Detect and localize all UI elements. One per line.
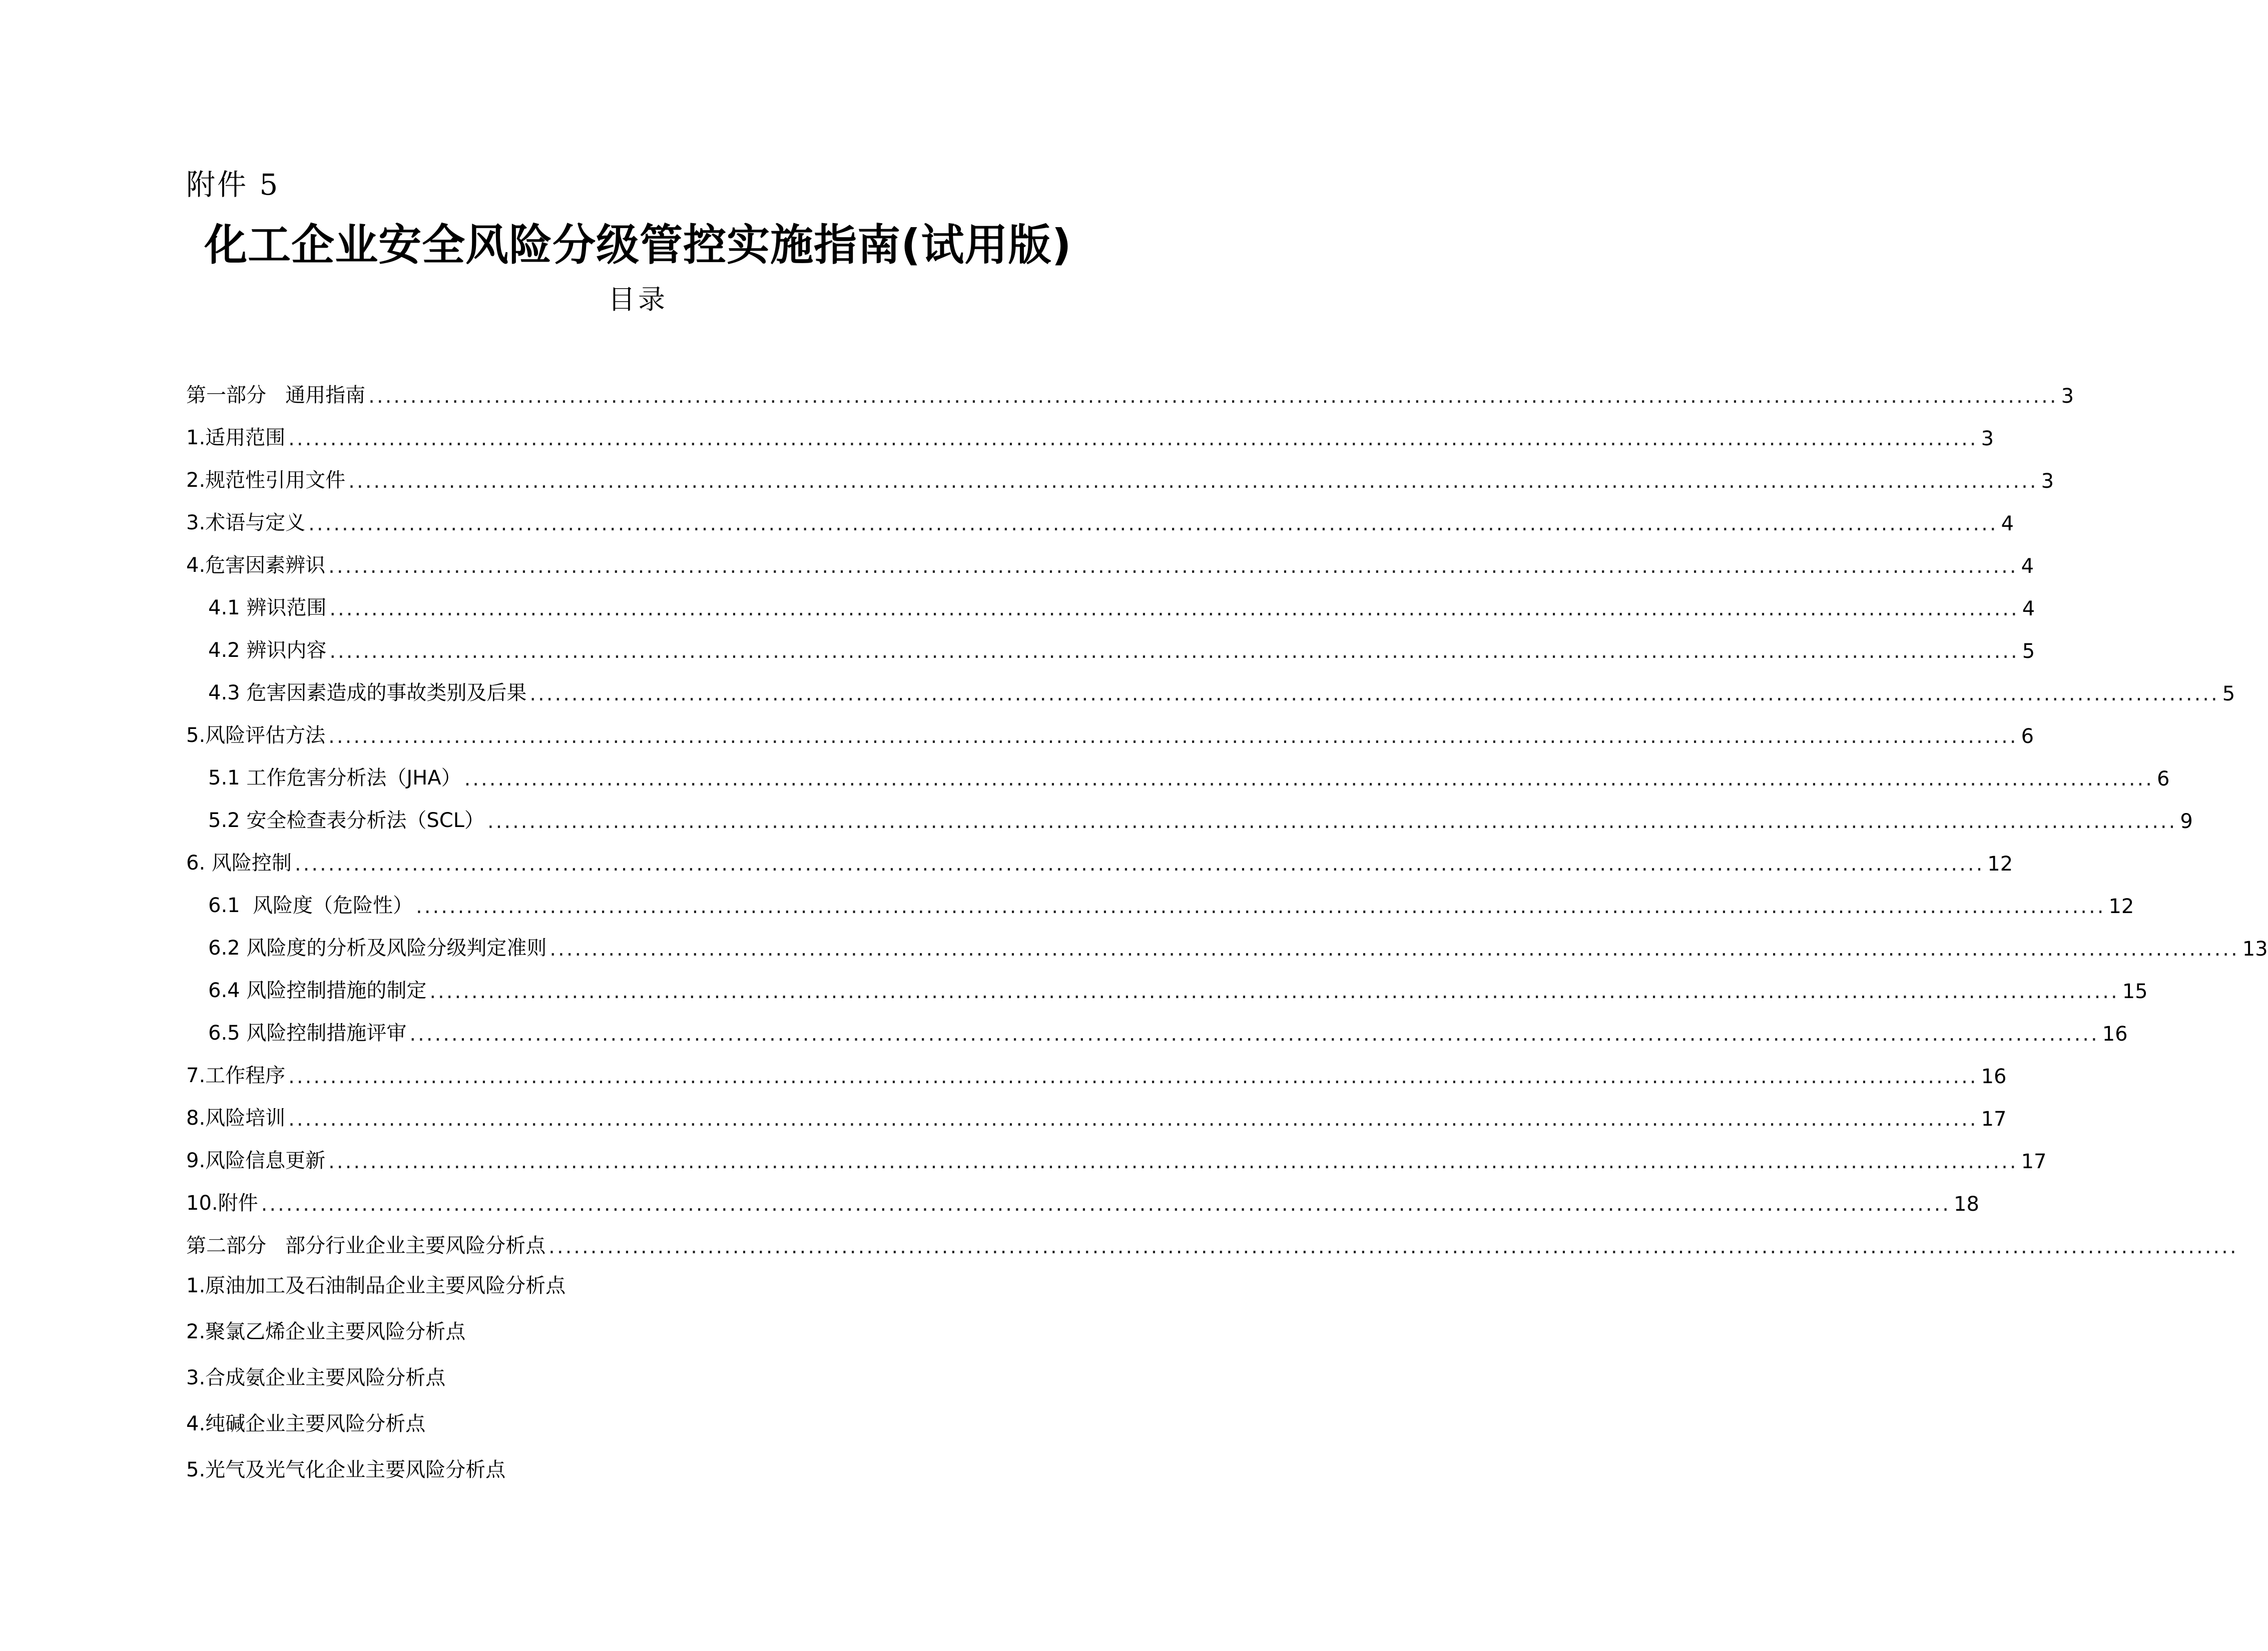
toc-leader-dots: .......................................................................................................................................................................................................... [548, 1235, 2238, 1258]
toc-entry-label: 第一部分 通用指南 [186, 384, 366, 407]
toc-entry-label: 第二部分 部分行业企业主要风险分析点 [186, 1234, 546, 1257]
toc-entry[interactable] [186, 1131, 2047, 1173]
toc-leader-dots: .......................................................................................................................................................................................................... [348, 470, 2038, 493]
toc-entry[interactable] [186, 535, 2034, 578]
toc-entry[interactable] [186, 1046, 2007, 1088]
toc-leader-dots: .......................................................................................................................................................................................................... [429, 980, 2119, 1003]
toc-subentry[interactable] [186, 918, 2268, 961]
attachment-label: 附件 5 [186, 168, 280, 202]
table-of-contents [186, 365, 2268, 1258]
toc-entry-label: 8.风险培训 [186, 1107, 286, 1130]
toc-entry-label: 6. 风险控制 [186, 852, 292, 875]
toc-entry[interactable] [186, 705, 2034, 748]
toc-leader-dots: .......................................................................................................................................................................................................... [288, 1065, 1978, 1088]
toc-leader-dots: .......................................................................................................................................................................................................... [308, 512, 1998, 535]
toc-entry-label: 7.工作程序 [186, 1064, 286, 1087]
toc-entry-label: 9.风险信息更新 [186, 1149, 326, 1172]
toc-leader-dots: .......................................................................................................................................................................................................... [261, 1193, 1951, 1216]
toc-entry[interactable] [186, 408, 1994, 450]
toc-entry-label: 2.规范性引用文件 [186, 469, 346, 492]
toc-entry-label: 3.术语与定义 [186, 511, 306, 534]
toc-leader-dots: .......................................................................................................................................................................................................... [328, 725, 2018, 748]
toc-page-number: 3 [1981, 427, 1994, 450]
toc-page-number: 3 [2061, 385, 2074, 408]
toc-leader-dots: .......................................................................................................................................................................................................... [288, 1108, 1978, 1131]
toc-entry-label: 5.2 安全检查表分析法（SCL） [208, 809, 484, 832]
toc-leader-dots: .......................................................................................................................................................................................................... [416, 895, 2106, 918]
toc-subentry[interactable] [186, 620, 2035, 663]
toc-page-number: 16 [1981, 1065, 2007, 1088]
toc-entry-label: 5.1 工作危害分析法（JHA） [208, 766, 461, 789]
toc-entry-label: 4.2 辨识内容 [208, 639, 327, 662]
toc-page-number: 6 [2021, 725, 2034, 748]
toc-entry-label: 4.3 危害因素造成的事故类别及后果 [208, 681, 527, 704]
toc-page-number: 12 [2108, 895, 2134, 918]
toc-subentry[interactable] [186, 578, 2035, 620]
toc-subentry[interactable] [186, 961, 2148, 1003]
toc-entry-label: 6.5 风险控制措施评审 [208, 1022, 407, 1045]
toc-subentry[interactable] [186, 748, 2170, 790]
document-title: 化工企业安全风险分级管控实施指南(试用版) [204, 220, 1072, 270]
toc-entry[interactable] [186, 833, 2013, 876]
toc-entry[interactable] [186, 1088, 2007, 1131]
toc-entry[interactable] [186, 1173, 1979, 1216]
toc-entry-label: 1.适用范围 [186, 426, 286, 449]
toc-page-number: 4 [2022, 597, 2035, 620]
toc-page-number: 5 [2022, 640, 2035, 663]
toc-entry[interactable] [186, 493, 2014, 535]
toc-subentry[interactable] [186, 1003, 2128, 1046]
part-two-item: 1.原油加工及石油制品企业主要风险分析点 [186, 1274, 566, 1297]
toc-page-number: 5 [2222, 682, 2235, 705]
toc-page-number: 17 [1981, 1108, 2007, 1131]
toc-entry-label: 6.1 风险度（危险性） [208, 894, 413, 917]
toc-entry[interactable] [186, 365, 2074, 408]
toc-page-number: 6 [2156, 767, 2170, 790]
toc-leader-dots: .......................................................................................................................................................................................................... [409, 1023, 2099, 1046]
toc-page-number: 12 [1987, 853, 2013, 876]
toc-entry-label: 4.危害因素辨识 [186, 554, 326, 577]
toc-page-number: 9 [2180, 810, 2193, 833]
toc-page-number: 13 [2242, 938, 2268, 961]
toc-leader-dots: .......................................................................................................................................................................................................... [329, 640, 2019, 663]
toc-subentry[interactable] [186, 663, 2235, 705]
part-two-item: 3.合成氨企业主要风险分析点 [186, 1366, 446, 1389]
toc-subentry[interactable] [186, 876, 2134, 918]
toc-page-number: 18 [1954, 1193, 1979, 1216]
toc-part-two-entry[interactable] [186, 1216, 2238, 1258]
toc-entry-label: 10.附件 [186, 1192, 258, 1215]
part-two-item: 5.光气及光气化企业主要风险分析点 [186, 1458, 506, 1481]
toc-leader-dots: .......................................................................................................................................................................................................... [328, 555, 2018, 578]
toc-page-number: 3 [2041, 470, 2054, 493]
toc-entry-label: 6.4 风险控制措施的制定 [208, 979, 427, 1002]
toc-entry-label: 6.2 风险度的分析及风险分级判定准则 [208, 937, 547, 960]
toc-entry-label: 4.1 辨识范围 [208, 596, 327, 619]
toc-leader-dots: .......................................................................................................................................................................................................... [329, 597, 2019, 620]
toc-leader-dots: .......................................................................................................................................................................................................... [328, 1150, 2018, 1173]
toc-leader-dots: .......................................................................................................................................................................................................... [368, 385, 2058, 408]
part-two-item: 4.纯碱企业主要风险分析点 [186, 1412, 426, 1435]
toc-entry-label: 5.风险评估方法 [186, 724, 326, 747]
toc-entry[interactable] [186, 450, 2054, 493]
toc-page-number: 4 [2021, 555, 2034, 578]
toc-page-number: 17 [2021, 1150, 2047, 1173]
toc-leader-dots: .......................................................................................................................................................................................................... [294, 853, 1985, 876]
toc-page-number: 4 [2001, 512, 2014, 535]
toc-subentry[interactable] [186, 790, 2193, 833]
toc-page-number: 15 [2122, 980, 2148, 1003]
toc-leader-dots: .......................................................................................................................................................................................................... [464, 767, 2154, 790]
toc-leader-dots: .......................................................................................................................................................................................................... [487, 810, 2177, 833]
part-two-item: 2.聚氯乙烯企业主要风险分析点 [186, 1320, 466, 1343]
toc-leader-dots: .......................................................................................................................................................................................................... [288, 427, 1978, 450]
toc-heading: 目录 [608, 284, 668, 315]
toc-page-number: 16 [2102, 1023, 2128, 1046]
toc-leader-dots: .......................................................................................................................................................................................................... [549, 938, 2239, 961]
toc-leader-dots: .......................................................................................................................................................................................................... [529, 682, 2219, 705]
